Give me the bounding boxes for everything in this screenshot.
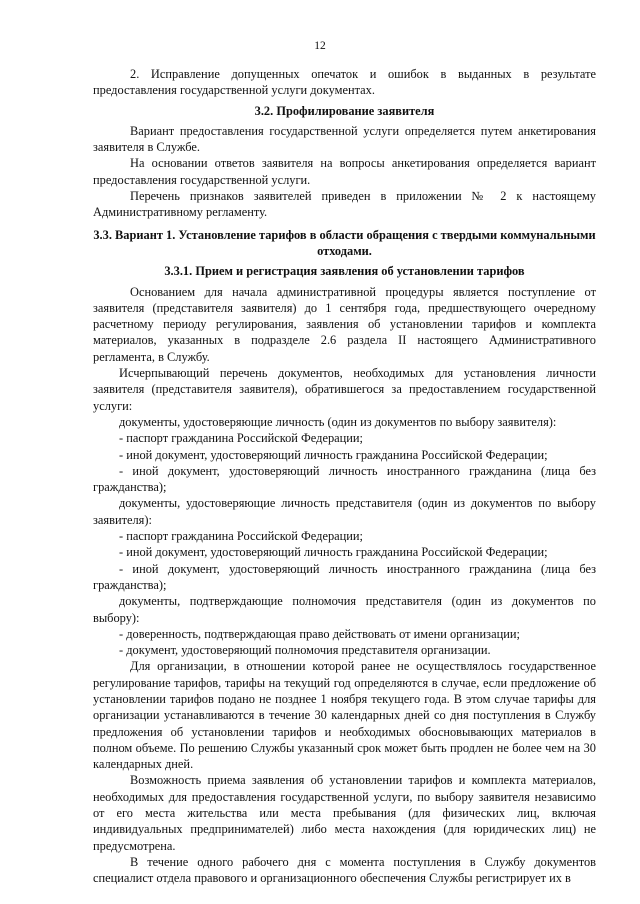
list-item-other-document-foreigner-representative: - иной документ, удостоверяющий личность иностранного гражданина (лица без гражданства); [93,561,596,592]
list-item-authority-document: - документ, удостоверяющий полномочия представителя организации. [119,643,491,658]
paragraph-variant-determination: Вариант предоставления государственной услуги определяется путем анкетирования заявителя в Службе. [93,123,596,155]
page-number: 12 [314,40,326,52]
section-heading-3-2: 3.2. Профилирование заявителя [254,103,435,118]
list-item-other-document-foreigner: - иной документ, удостоверяющий личность иностранного гражданина (лица без гражданства); [93,463,596,495]
paragraph-new-organization-tariffs: Для организации, в отношении которой ранее не осуществлялось государственное регулирование тарифов, тарифы на текущий год определяются в случае, если предложение об установлении тарифов подано не позднее 1 ноября текущего года. В этом случае тарифы для организации устанавливаются в течение 30 календарных дней со дня поступления в Службу предложения об установлении тарифов и необходимых обосновывающих материалов в полном объеме. По решению Службы указанный срок может быть продлен не более чем на 30 календарных дней. [93,659,596,772]
paragraph-procedure-basis: Основанием для начала административной процедуры является поступление от заявителя (представителя заявителя) до 1 сентября года, предшествующего очередному расчетному периоду регулирования, заявления об установлении тарифов и комплекта материалов, указанных в подразделе 2.6 раздела II настоящего Административного регламента, в Службу. [93,284,596,364]
paragraph-signs-list: Перечень признаков заявителей приведен в приложении № 2 к настоящему Административному регламенту. [93,189,596,220]
paragraph-extraterritorial-acceptance: Возможность приема заявления об установлении тарифов и комплекта материалов, необходимых для предоставления государственной услуги, по выбору заявителя независимо от его места жительства или места пребывания (для физических лиц, включая индивидуальных предпринимателей) либо места нахождения (для юридических лиц) не предусмотрена. [93,773,596,853]
list-item-power-of-attorney: - доверенность, подтверждающая право действовать от имени организации; [119,626,520,641]
paragraph-registration: В течение одного рабочего дня с момента поступления в Службу документов специалист отдела правового и организационного обеспечения Службы регистрирует их в [93,854,596,886]
list-item-passport: - паспорт гражданина Российской Федерации; [119,431,363,446]
paragraph-identity-documents-list: Исчерпывающий перечень документов, необходимых для установления личности заявителя (представителя заявителя), обратившегося за предоставлением государственной услуги: [93,366,596,413]
paragraph-questionnaire: На основании ответов заявителя на вопросы анкетирования определяется вариант предоставления государственной услуги. [93,156,596,187]
page-body [93,66,596,887]
paragraph-identity-documents: документы, удостоверяющие личность (один из документов по выбору заявителя): [119,414,557,429]
list-item-other-document-citizen: - иной документ, удостоверяющий личность гражданина Российской Федерации; [119,447,548,462]
paragraph-representative-identity: документы, удостоверяющие личность представителя (один из документов по выбору заявителя): [93,496,596,527]
paragraph-authority-documents: документы, подтверждающие полномочия представителя (один из документов по выбору): [93,594,596,625]
section-heading-3-3: 3.3. Вариант 1. Установление тарифов в области обращения с твердыми коммунальными отходами. [93,227,596,258]
list-item-other-document-citizen-representative: - иной документ, удостоверяющий личность гражданина Российской Федерации; [119,545,548,560]
paragraph-item-2: 2. Исправление допущенных опечаток и ошибок в выданных в результате предоставления государственной услуги документах. [93,67,596,98]
list-item-passport-representative: - паспорт гражданина Российской Федерации; [119,529,363,544]
section-heading-3-3-1: 3.3.1. Прием и регистрация заявления об установлении тарифов [164,264,525,279]
